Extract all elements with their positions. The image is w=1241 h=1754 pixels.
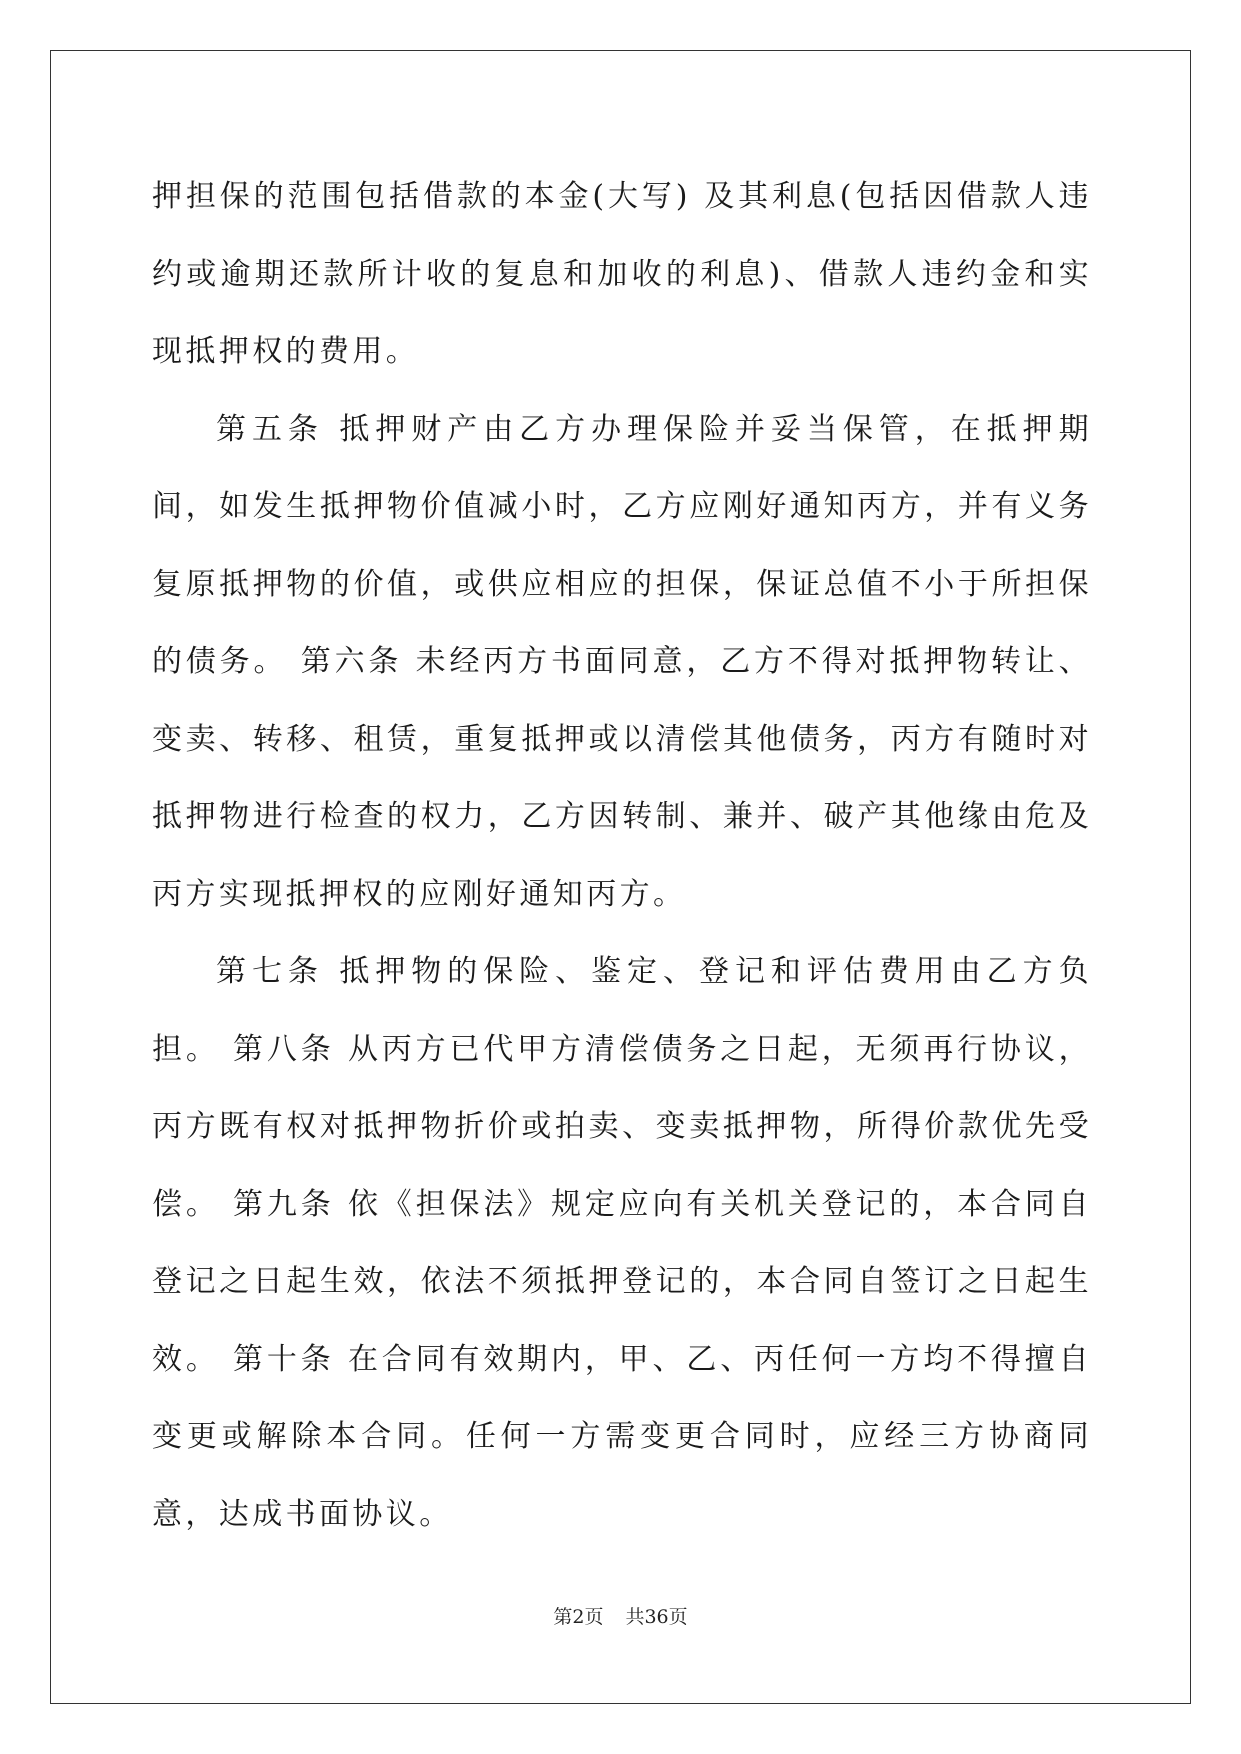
page-total: 共36页 <box>625 1606 688 1628</box>
paragraph-2: 第五条 抵押财产由乙方办理保险并妥当保管，在抵押期间，如发生抵押物价值减小时，乙方应刚好通知丙方，并有义务复原抵押物的价值，或供应相应的担保，保证总值不小于所担保的债务。 第六条 未经丙方书面同意，乙方不得对抵押物转让、变卖、转移、租赁，重复抵押或以清偿其他债务，丙方有随时对抵押物进行检查的权力，乙方因转制、兼并、破产其他缘由危及丙方实现抵押权的应刚好通知丙方。 <box>152 411 1092 912</box>
document-body <box>152 158 1092 1553</box>
paragraph-3: 第七条 抵押物的保险、鉴定、登记和评估费用由乙方负担。 第八条 从丙方已代甲方清偿债务之日起，无须再行协议，丙方既有权对抵押物折价或拍卖、变卖抵押物，所得价款优先受偿。 第九条 依《担保法》规定应向有关机关登记的，本合同自登记之日起生效，依法不须抵押登记的，本合同自签订之日起生效。 第十条 在合同有效期内，甲、乙、丙任何一方均不得擅自变更或解除本合同。任何一方需变更合同时，应经三方协商同意，达成书面协议。 <box>152 954 1092 1532</box>
paragraph-1: 押担保的范围包括借款的本金(大写) 及其利息(包括因借款人违约或逾期还款所计收的复息和加收的利息)、借款人违约金和实现抵押权的费用。 <box>152 179 1092 369</box>
page-number: 第2页 <box>553 1606 604 1628</box>
page-footer <box>0 1602 1241 1629</box>
